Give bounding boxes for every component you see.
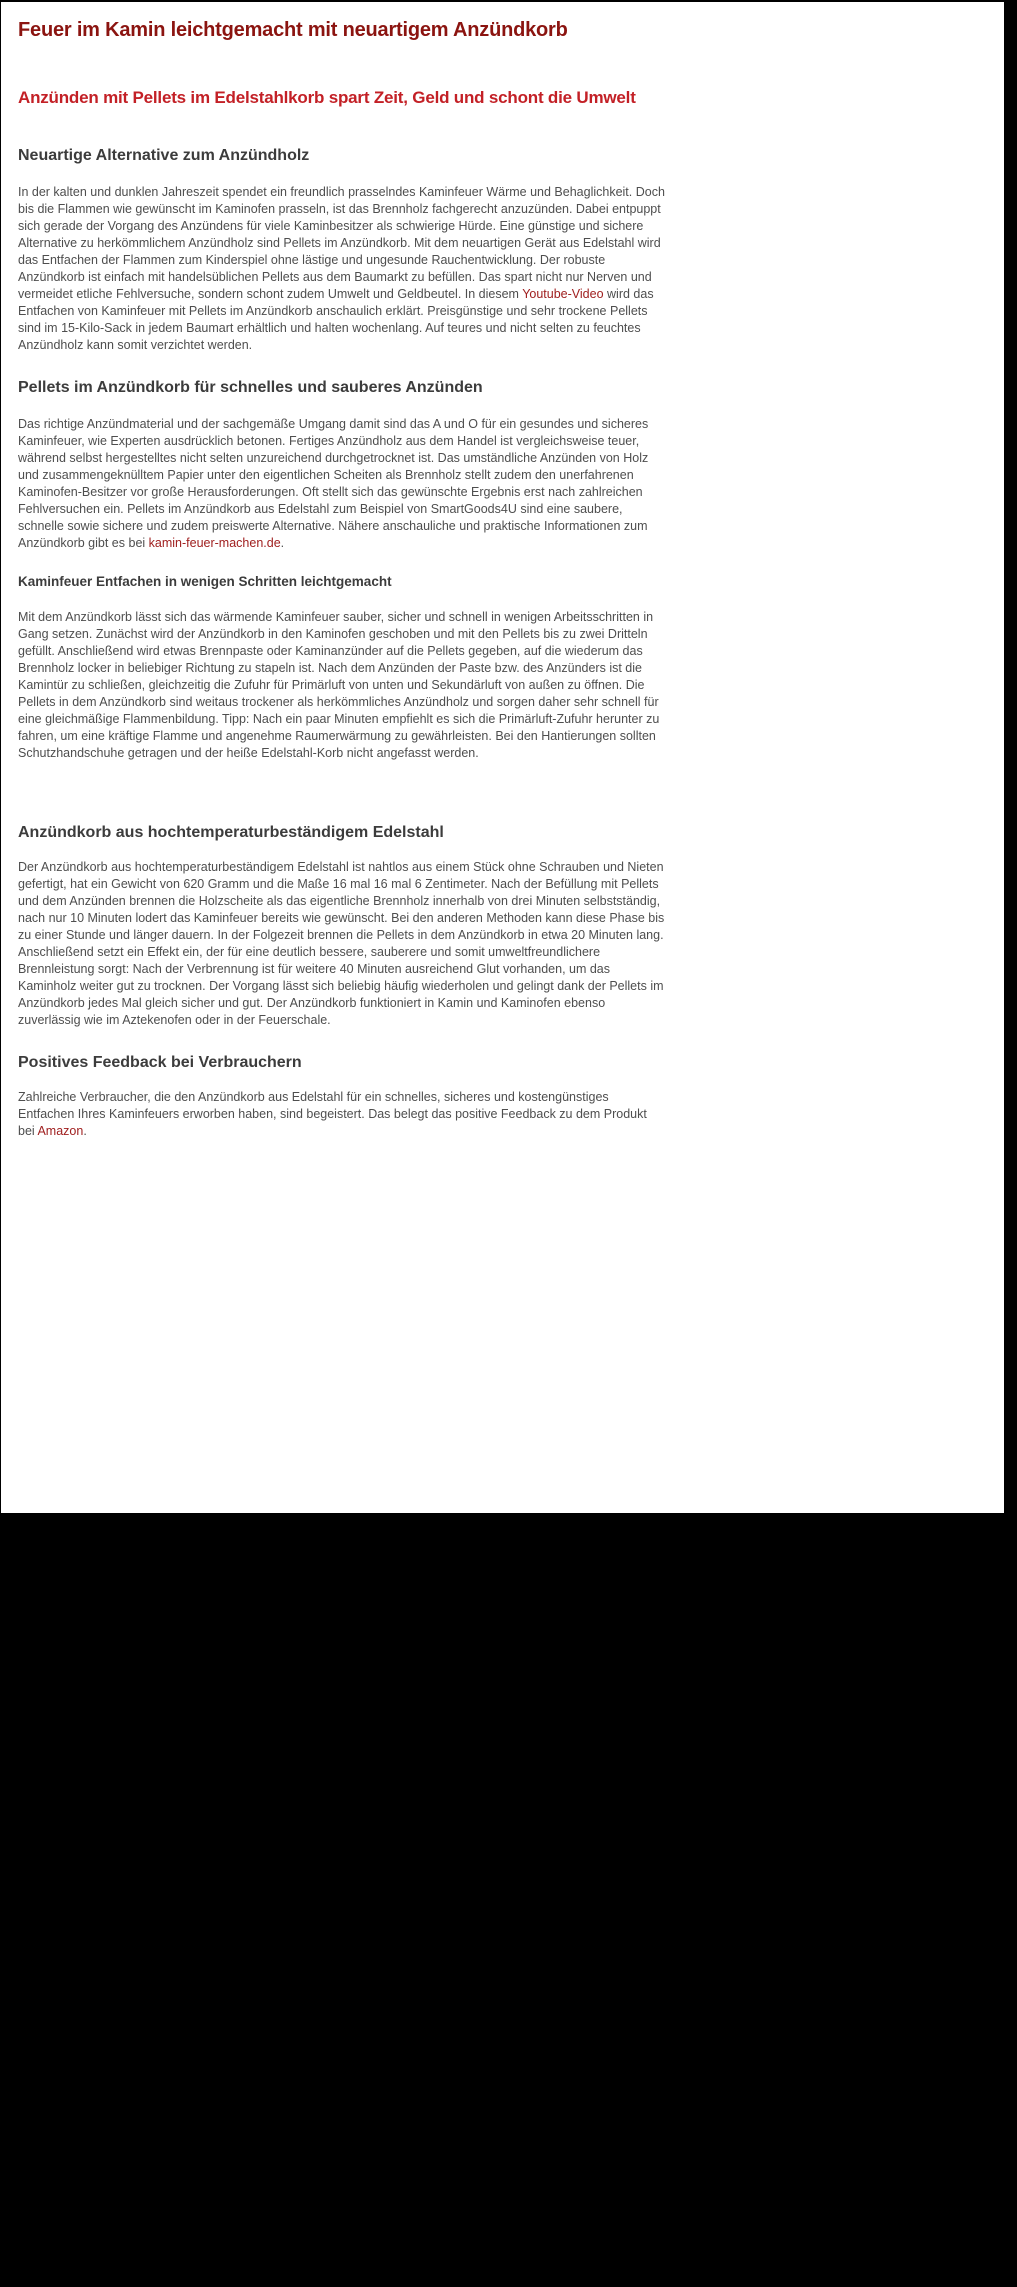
paragraph-text: . <box>280 536 285 550</box>
paragraph-text: wird das Entfachen von Kaminfeuer mit Pellets im Anzündkorb anschaulich erklärt. Preisgünstige und sehr trockene Pellets sind im 15-Kilo-Sack in jedem Baumart erhältlich und halten wochenlang. Auf teures und nicht selten zu feuchtes Anzündholz kann somit verzichtet werden. <box>18 287 654 352</box>
paragraph-text: Das richtige Anzündmaterial und der sachgemäße Umgang damit sind das A und O für ein gesundes und sicheres Kaminfeuer, wie Experten ausdrücklich betonen. Fertiges Anzündholz aus dem Handel ist vergleichsweise teuer, während selbst hergestelltes nicht selten unzureichend durchgetrocknet ist. Das umständliche Anzünden von Holz und zusammengeknülltem Papier unter den eigentlichen Scheiten als Brennholz stellt zudem den unerfahrenen Kaminofen-Besitzer vor große Herausforderungen. Oft stellt sich das gewünschte Ergebnis erst nach zahlreichen Fehlversuchen ein. Pellets im Anzündkorb aus Edelstahl zum Beispiel von SmartGoods4U sind eine saubere, schnelle sowie sichere und zudem preiswerte Alternative. Nähere anschauliche und praktische Informationen zum Anzündkorb gibt es bei <box>18 417 649 550</box>
article-subtitle: Anzünden mit Pellets im Edelstahlkorb spart Zeit, Geld und schont die Umwelt <box>18 88 636 107</box>
section-pellets-anzuenden <box>18 379 666 552</box>
article-page <box>1 2 1004 1513</box>
section-paragraph <box>18 1089 666 1140</box>
youtube-video-link[interactable]: Youtube-Video <box>522 287 604 301</box>
section-neuartige-alternative <box>18 147 666 354</box>
paragraph-text: . <box>83 1124 87 1138</box>
article-content <box>1 18 666 1140</box>
article-title: Feuer im Kamin leichtgemacht mit neuartigem Anzündkorb <box>18 19 568 41</box>
section-heading: Pellets im Anzündkorb für schnelles und sauberes Anzünden <box>18 379 483 396</box>
section-paragraph: Mit dem Anzündkorb lässt sich das wärmende Kaminfeuer sauber, sicher und schnell in wenigen Arbeitsschritten in Gang setzen. Zunächst wird der Anzündkorb in den Kaminofen geschoben und mit den Pellets bis zu zwei Dritteln gefüllt. Anschließend wird etwas Brennpaste oder Kaminanzünder auf die Pellets gegeben, auf die wiederum das Brennholz locker in beliebiger Richtung zu stapeln ist. Nach dem Anzünden der Paste bzw. des Anzünders ist die Kamintür zu schließen, gleichzeitig die Zufuhr für Primärluft von unten und Sekundärluft von außen zu öffnen. Die Pellets in dem Anzündkorb sind weitaus trockener als herkömmliches Anzündholz und sorgen daher sehr schnell für eine gleichmäßige Flammenbildung. Tipp: Nach ein paar Minuten empfiehlt es sich die Primärluft-Zufuhr herunter zu fahren, um eine kräftige Flamme und angenehme Raumerwärmung zu gewährleisten. Bei den Hantierungen sollten Schutzhandschuhe getragen und der heiße Edelstahl-Korb nicht angefasst werden. <box>18 610 660 760</box>
section-heading: Neuartige Alternative zum Anzündholz <box>18 147 310 164</box>
section-paragraph <box>18 184 666 354</box>
section-paragraph <box>18 416 666 552</box>
sub-section-heading: Kaminfeuer Entfachen in wenigen Schritten leichtgemacht <box>18 574 392 589</box>
kamin-feuer-machen-link[interactable]: kamin-feuer-machen.de <box>148 536 281 550</box>
section-heading: Positives Feedback bei Verbrauchern <box>18 1054 302 1071</box>
section-feedback <box>18 1054 666 1140</box>
paragraph-text: In der kalten und dunklen Jahreszeit spendet ein freundlich prasselndes Kaminfeuer Wärme und Behaglichkeit. Doch bis die Flammen wie gewünscht im Kaminofen prasseln, ist das Brennholz fachgerecht anzuzünden. Dabei entpuppt sich gerade der Vorgang des Anzündens für viele Kaminbesitzer als schwierige Hürde. Eine günstige und sichere Alternative zu herkömmlichem Anzündholz sind Pellets im Anzündkorb. Mit dem neuartigen Gerät aus Edelstahl wird das Entfachen der Flammen zum Kinderspiel ohne lästige und ungesunde Rauchentwicklung. Der robuste Anzündkorb ist einfach mit handelsüblichen Pellets aus dem Baumarkt zu befüllen. Das spart nicht nur Nerven und vermeidet etliche Fehlversuche, sondern schont zudem Umwelt und Geldbeutel. In diesem <box>18 185 665 301</box>
section-edelstahl-korb <box>18 824 666 1029</box>
paragraph-text: Zahlreiche Verbraucher, die den Anzündkorb aus Edelstahl für ein schnelles, sicheres und kostengünstiges Entfachen Ihres Kaminfeuers erworben haben, sind begeistert. Das belegt das positive Feedback zu dem Produkt bei <box>18 1090 647 1138</box>
amazon-link[interactable]: Amazon <box>37 1124 84 1138</box>
section-paragraph: Der Anzündkorb aus hochtemperaturbeständigem Edelstahl ist nahtlos aus einem Stück ohne Schrauben und Nieten gefertigt, hat ein Gewicht von 620 Gramm und die Maße 16 mal 16 mal 6 Zentimeter. Nach der Befüllung mit Pellets und dem Anzünden brennen die Holzscheite als das eigentliche Brennholz innerhalb von drei Minuten selbstständig, nach nur 10 Minuten lodert das Kaminfeuer bereits wie gewünscht. Bei den anderen Methoden kann diese Phase bis zu einer Stunde und länger dauern. In der Folgezeit brennen die Pellets in dem Anzündkorb in etwa 20 Minuten lang. Anschließend setzt ein Effekt ein, der für eine deutlich bessere, sauberere und somit umweltfreundlichere Brennleistung sorgt: Nach der Verbrennung ist für weitere 40 Minuten ausreichend Glut vorhanden, um das Kaminholz weiter gut zu trocknen. Der Vorgang lässt sich beliebig häufig wiederholen und gelingt dank der Pellets im Anzündkorb jedes Mal gleich sicher und gut. Der Anzündkorb funktioniert in Kamin und Kaminofen ebenso zuverlässig wie im Aztekenofen oder in der Feuerschale. <box>18 860 665 1027</box>
section-heading: Anzündkorb aus hochtemperaturbeständigem Edelstahl <box>18 824 444 841</box>
section-kaminfeuer-entfachen <box>18 574 666 762</box>
